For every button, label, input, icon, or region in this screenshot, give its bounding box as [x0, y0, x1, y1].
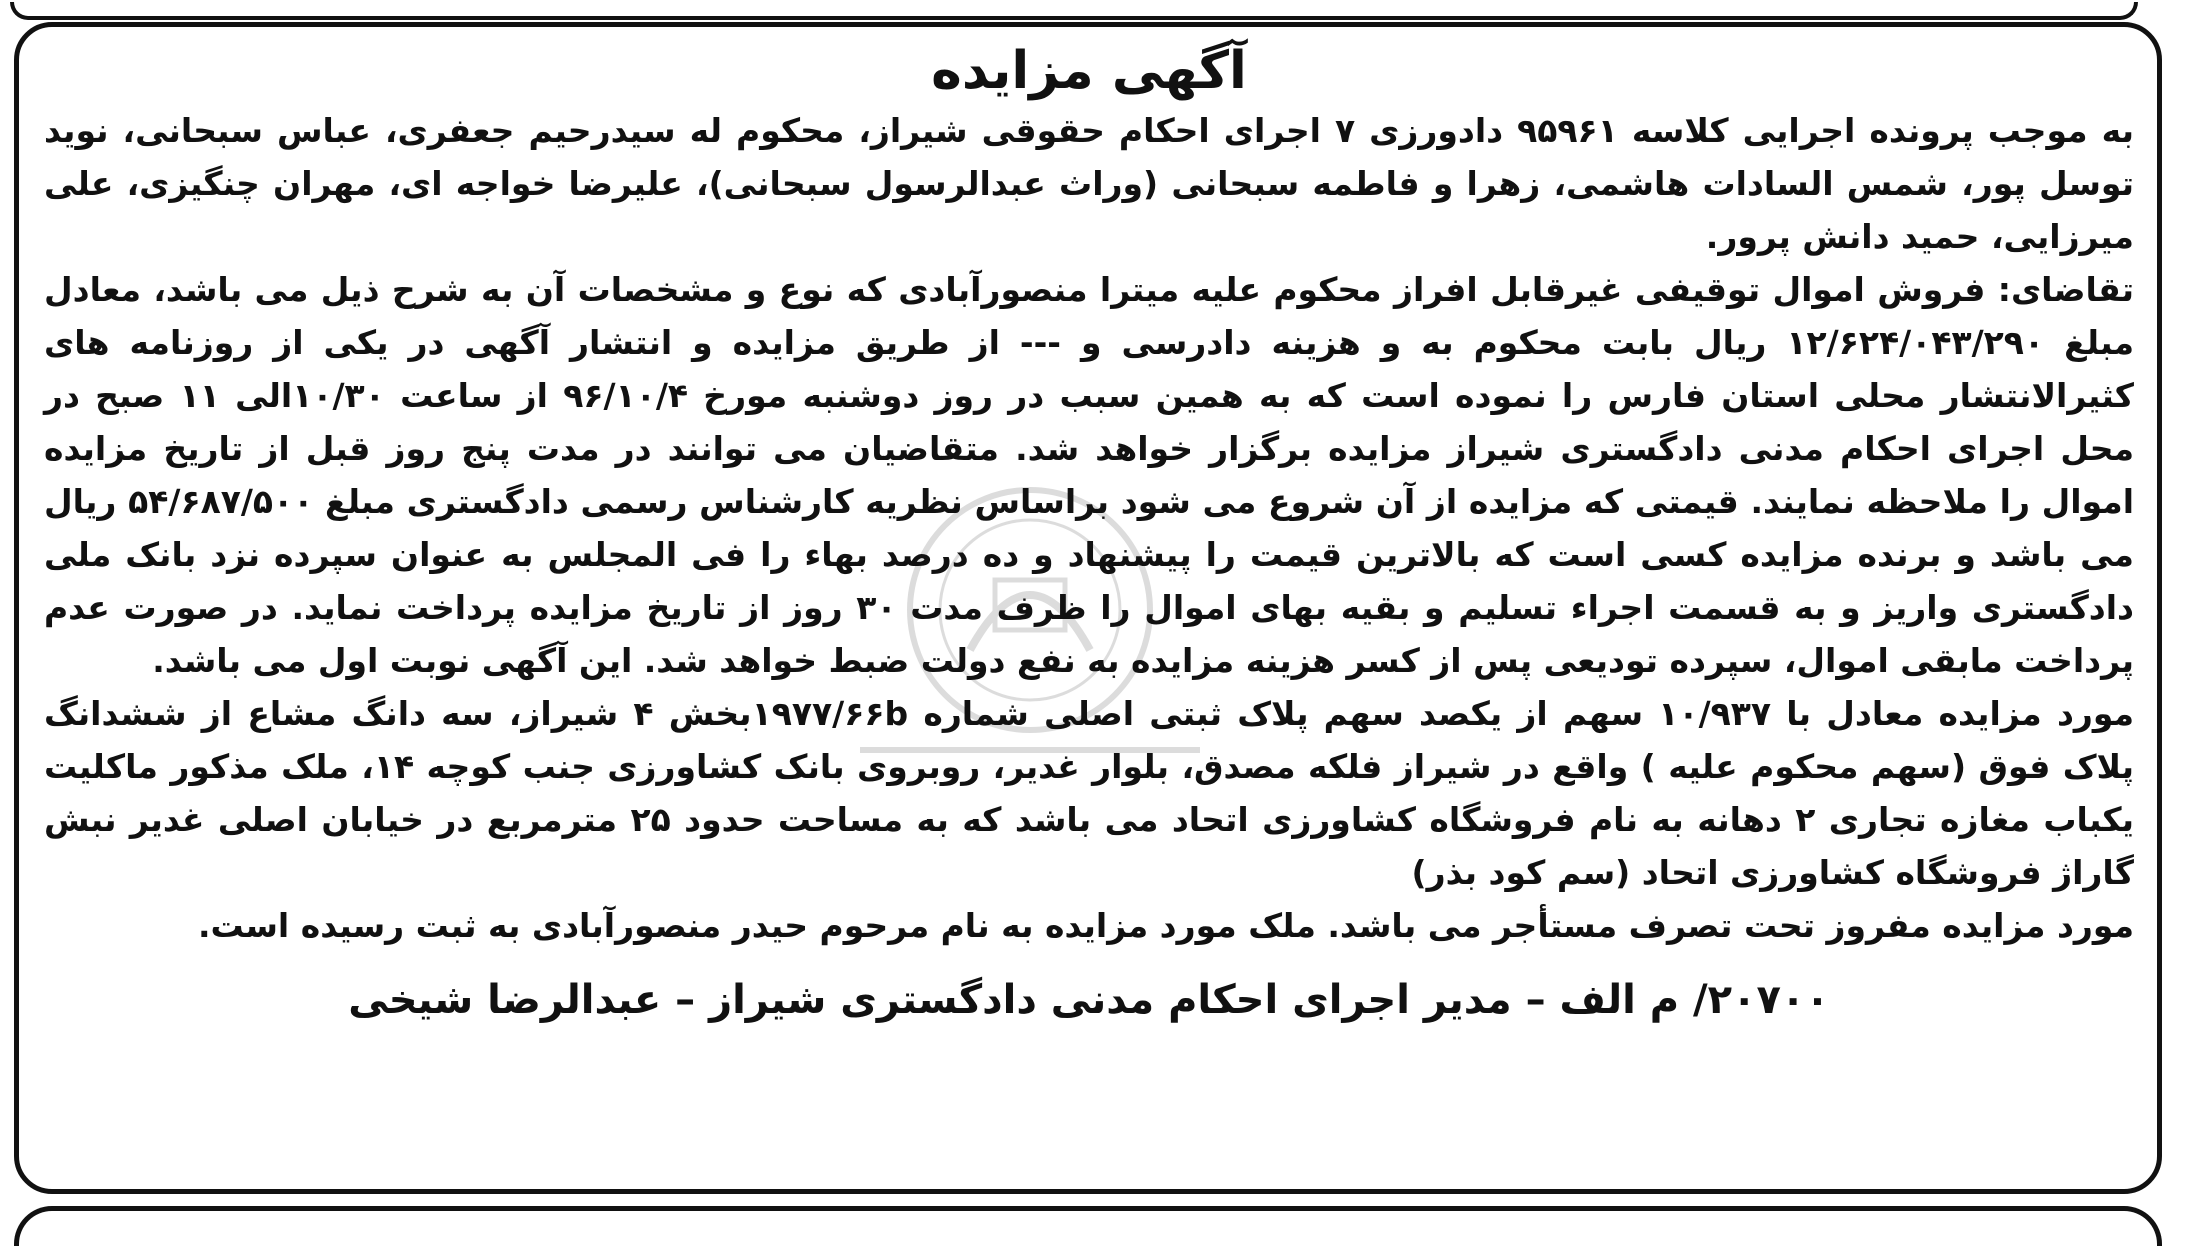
notice-paragraph-tenant: مورد مزایده مفروز تحت تصرف مستأجر می باشد. ملک مورد مزایده به نام مرحوم حیدر منصورآبادی به ثبت رسیده است.	[197, 906, 2134, 945]
top-border-rule	[10, 2, 2138, 20]
notice-signature: ۲۰۷۰۰/ م الف – مدیر اجرای احکام مدنی دادگستری شیراز – عبدالرضا شیخی	[348, 977, 1830, 1023]
notice-content	[44, 40, 2134, 1030]
bottom-border-rule	[14, 1206, 2162, 1246]
notice-paragraph-request: تقاضای: فروش اموال توقیفی غیرقابل افراز محکوم علیه میترا منصورآبادی که نوع و مشخصات آن به شرح ذیل می باشد، معادل مبلغ ۱۲/۶۲۴/۰۴۳/۲۹۰ ریال بابت محکوم به و هزینه دادرسی و --- از طریق مزایده و انتشار آگهی در یکی از روزنامه های کثیرالانتشار محلی استان فارس را نموده است که به همین سبب در روز دوشنبه مورخ ۹۶/۱۰/۴ از ساعت ۱۰/۳۰الی ۱۱ صبح در محل اجرای احکام مدنی دادگستری شیراز مزایده برگزار خواهد شد. متقاضیان می توانند در مدت پنج روز قبل از تاریخ مزایده اموال را ملاحظه نمایند. قیمتی که مزایده از آن شروع می شود براساس نظریه کارشناس رسمی دادگستری مبلغ ۵۴/۶۸۷/۵۰۰ ریال می باشد و برنده مزایده کسی است که بالاترین قیمت را پیشنهاد و ده درصد بهاء را فی المجلس به عنوان سپرده نزد بانک ملی دادگستری واریز و به قسمت اجراء تسلیم و بقیه بهای اموال را ظرف مدت ۳۰ روز از تاریخ مزایده پرداخت نماید. در صورت عدم پرداخت مابقی اموال، سپرده تودیعی پس از کسر هزینه مزایده به نفع دولت ضبط خواهد شد. این آگهی نوبت اول می باشد.	[44, 270, 2135, 680]
notice-paragraph-parties: به موجب پرونده اجرایی کلاسه ۹۵۹۶۱ دادورزی ۷ اجرای احکام حقوقی شیراز، محکوم له سیدرحیم جعفری، عباس سبحانی، نوید توسل پور، شمس السادات هاشمی، زهرا و فاطمه سبحانی (وراث عبدالرسول سبحانی)، علیرضا خواجه ای، مهران چنگیزی، علی میرزایی، حمید دانش پرور.	[44, 111, 2134, 256]
notice-title: آگهی مزایده	[931, 41, 1247, 101]
notice-paragraph-property: مورد مزایده معادل با ۱۰/۹۳۷ سهم از یکصد سهم پلاک ثبتی اصلی شماره ۱۹۷۷/۶۶bبخش ۴ شیراز، سه دانگ مشاع از ششدانگ پلاک فوق (سهم محکوم علیه ) واقع در شیراز فلکه مصدق، بلوار غدیر، روبروی بانک کشاورزی جنب کوچه ۱۴، ملک مذکور ماکلیت یکباب مغازه تجاری ۲ دهانه به نام فروشگاه کشاورزی اتحاد می باشد که به مساحت حدود ۲۵ مترمربع در خیابان اصلی غدیر نبش گاراژ فروشگاه کشاورزی اتحاد (سم کود بذر)	[44, 694, 2134, 892]
